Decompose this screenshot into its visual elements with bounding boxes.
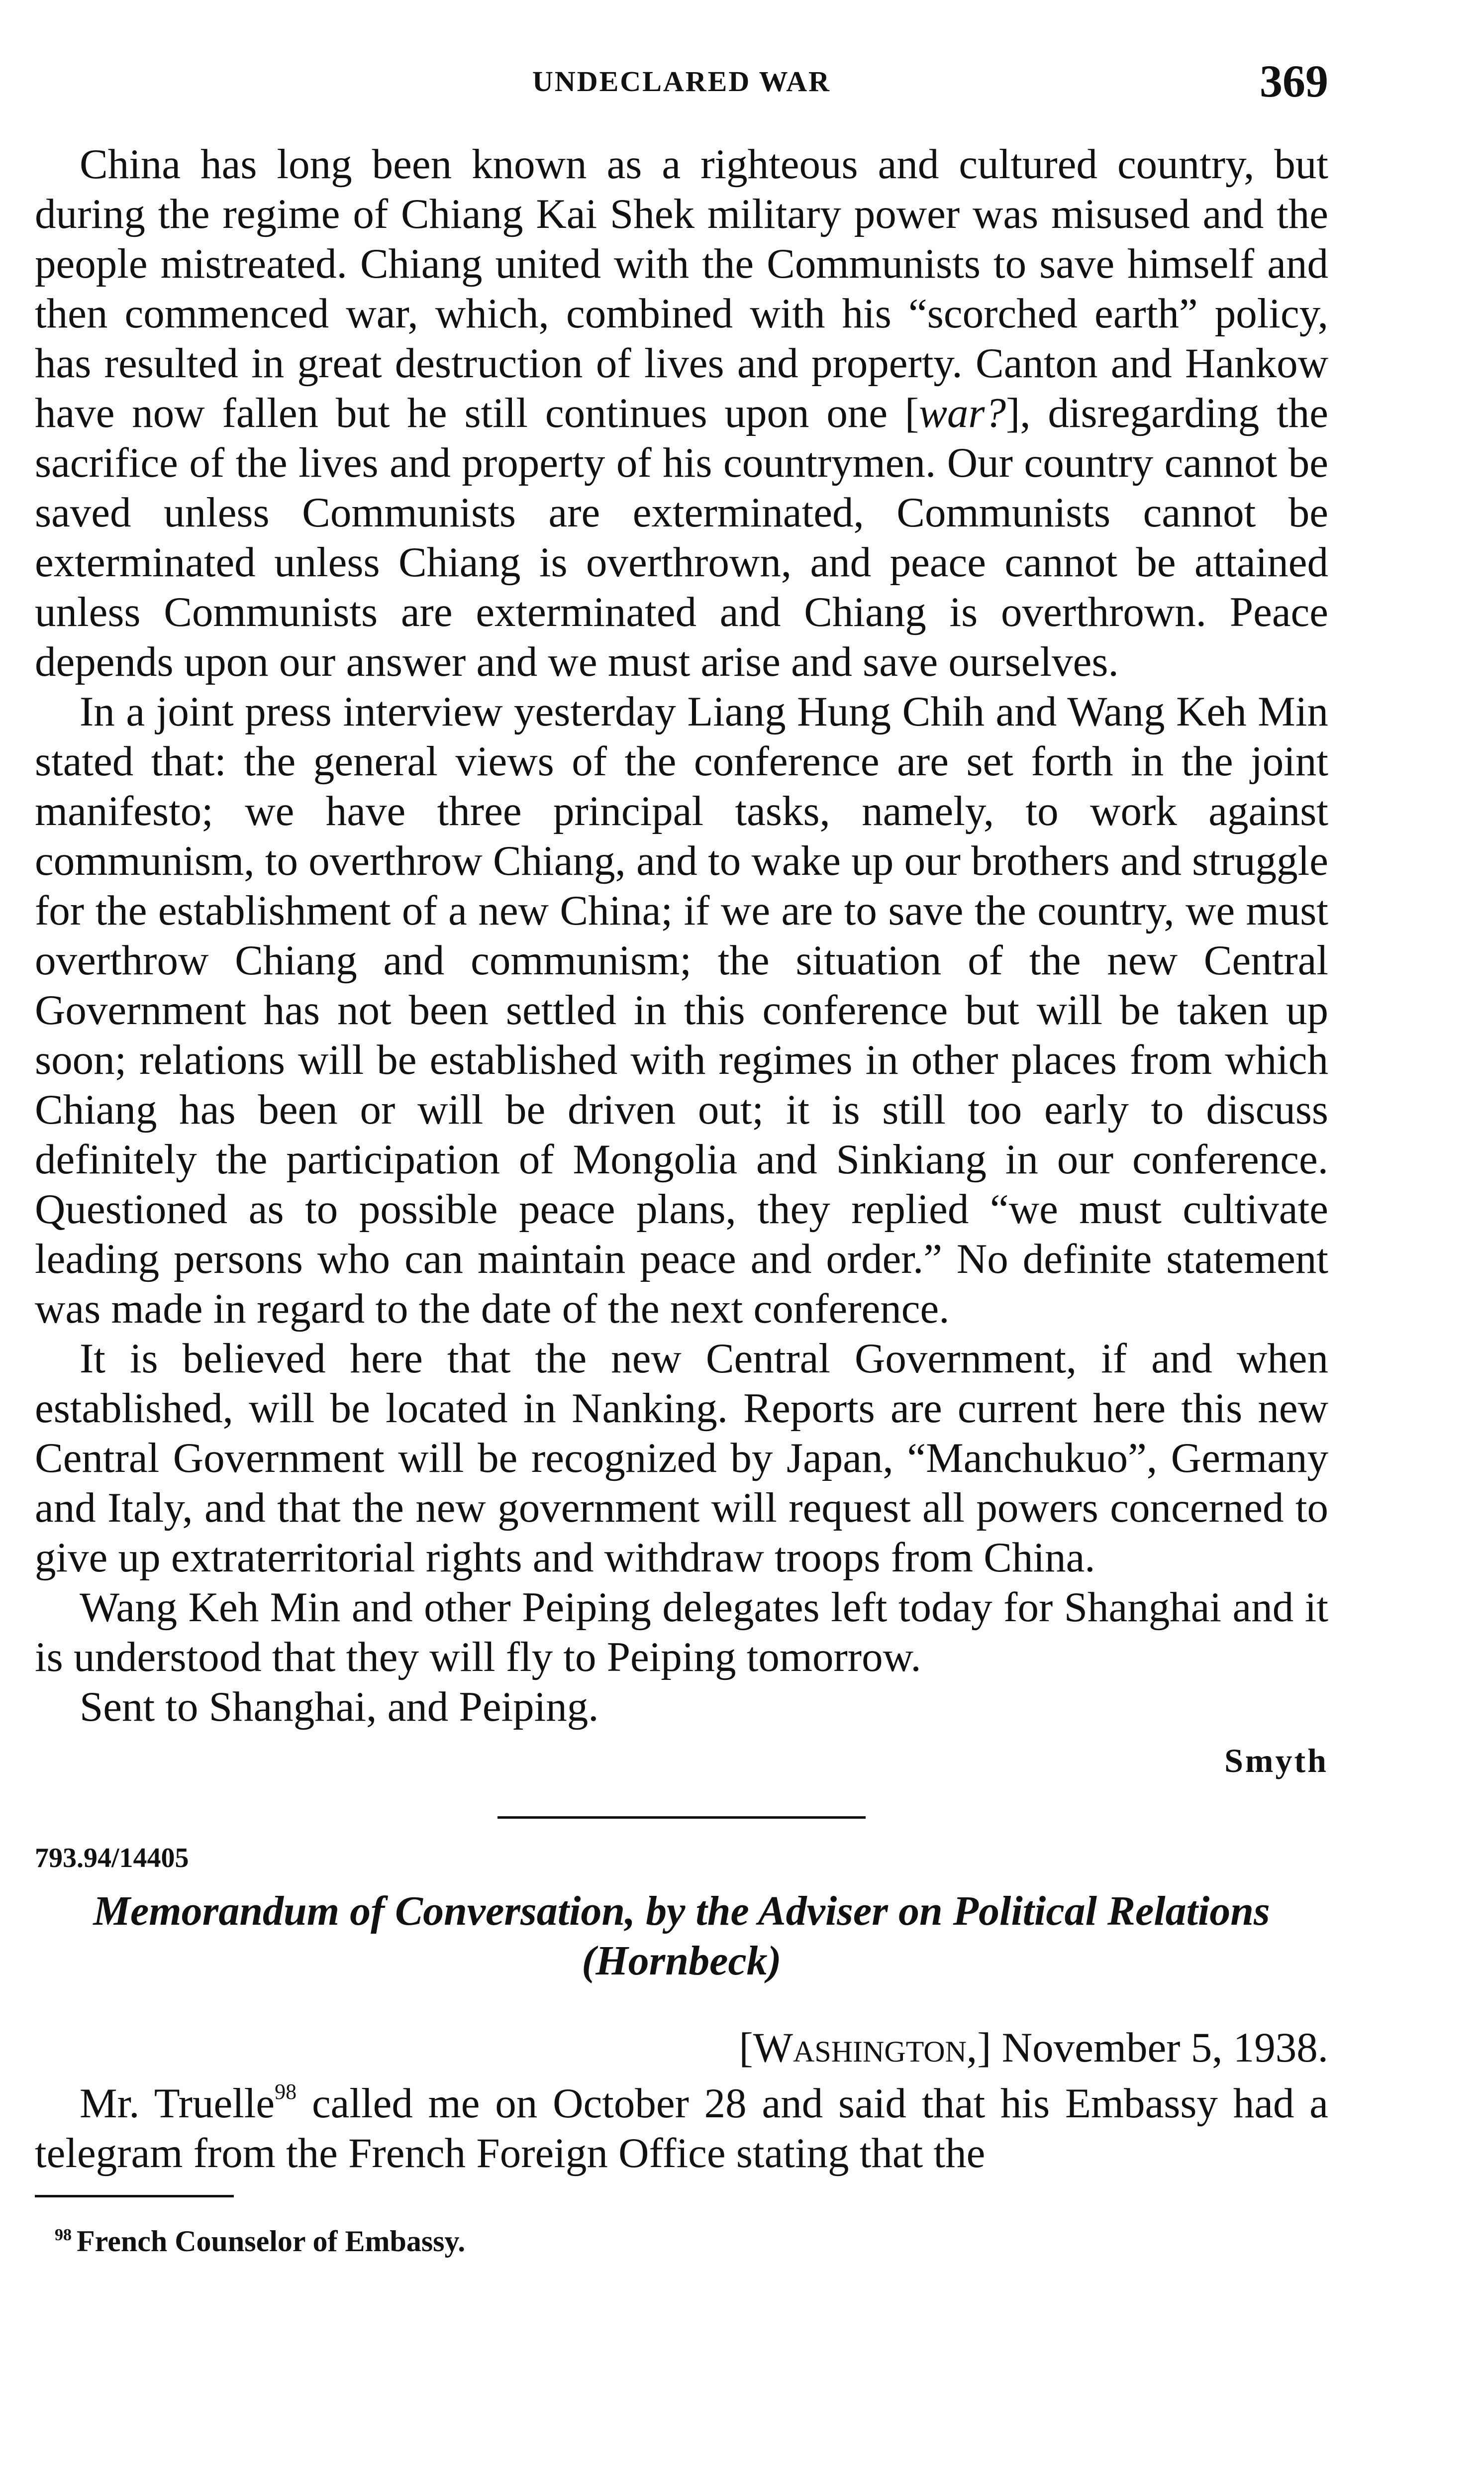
footnote-reference: 98 [275,2079,297,2104]
footnote-number: 98 [55,2226,72,2244]
paragraph: Wang Keh Min and other Peiping delegates left today for Shanghai and it is understood that they will fly to Peiping tomorrow. [35,1584,1328,1680]
footnote [35,2221,1328,2266]
paragraph: China has long been known as a righteous and cultured country, but during the regime of Chiang Kai Shek military power was misused and the people mistreated. Chiang united with the Communists to save himself and then commenced war, which, combined with his “scorched earth” policy, has resulted in great destruction of lives and property. Canton and Hankow have now fallen but he still continues upon one [war?], disregarding the sacrifice of the lives and property of his countrymen. Our country cannot be saved unless Communists are exterminated, Communists cannot be exterminated unless Chiang is overthrown, and peace cannot be attained unless Communists are exterminated and Chiang is overthrown. Peace depends upon our answer and we must arise and save ourselves. [35,141,1329,685]
footnote-divider [35,2195,234,2197]
memorandum-author: (Hornbeck) [582,1938,782,1984]
editorial-insertion: war? [919,390,1006,436]
running-header [35,55,1328,109]
signature: Smyth [1224,1742,1328,1779]
section-divider [497,1816,866,1819]
footnote-text: French Counselor of Embassy. [77,2225,466,2258]
paragraph: It is believed here that the new Central Government, if and when established, will be located in Nanking. Reports are current here this new Central Government will be recognized by Japan, “Manchukuo”, Germany and Italy, and that the new government will request all powers concerned to give up extraterritorial rights and withdraw troops from China. [35,1335,1328,1581]
page-number: 369 [1260,56,1328,106]
dateline-place: Washington [753,2024,967,2071]
memorandum-title [35,1886,1328,1986]
body-text [35,139,1328,2266]
running-title: UNDECLARED WAR [532,65,831,98]
file-number: 793.94/14405 [35,1843,189,1873]
memorandum-title-line: Memorandum of Conversation, by the Adviser on Political Relations [93,1888,1270,1934]
dateline: [Washington,] November 5, 1938. [739,2024,1328,2071]
paragraph: Sent to Shanghai, and Peiping. [80,1683,599,1730]
paragraph: In a joint press interview yesterday Liang Hung Chih and Wang Keh Min stated that: the general views of the conference are set forth in the joint manifesto; we have three principal tasks, namely, to work against communism, to overthrow Chiang, and to wake up our brothers and struggle for the establishment of a new China; if we are to save the country, we must overthrow Chiang and communism; the situation of the new Central Government has not been settled in this conference but will be taken up soon; relations will be established with regimes in other places from which Chiang has been or will be driven out; it is still too early to discuss definitely the participation of Mongolia and Sinkiang in our conference. Questioned as to possible peace plans, they replied “we must cultivate leading persons who can maintain peace and order.” No definite statement was made in regard to the date of the next conference. [35,688,1328,1332]
paragraph: Mr. Truelle$^{98}$ called me on October 28 and said that his Embassy had a telegram from the French Foreign Office stating that the [35,2079,1328,2177]
